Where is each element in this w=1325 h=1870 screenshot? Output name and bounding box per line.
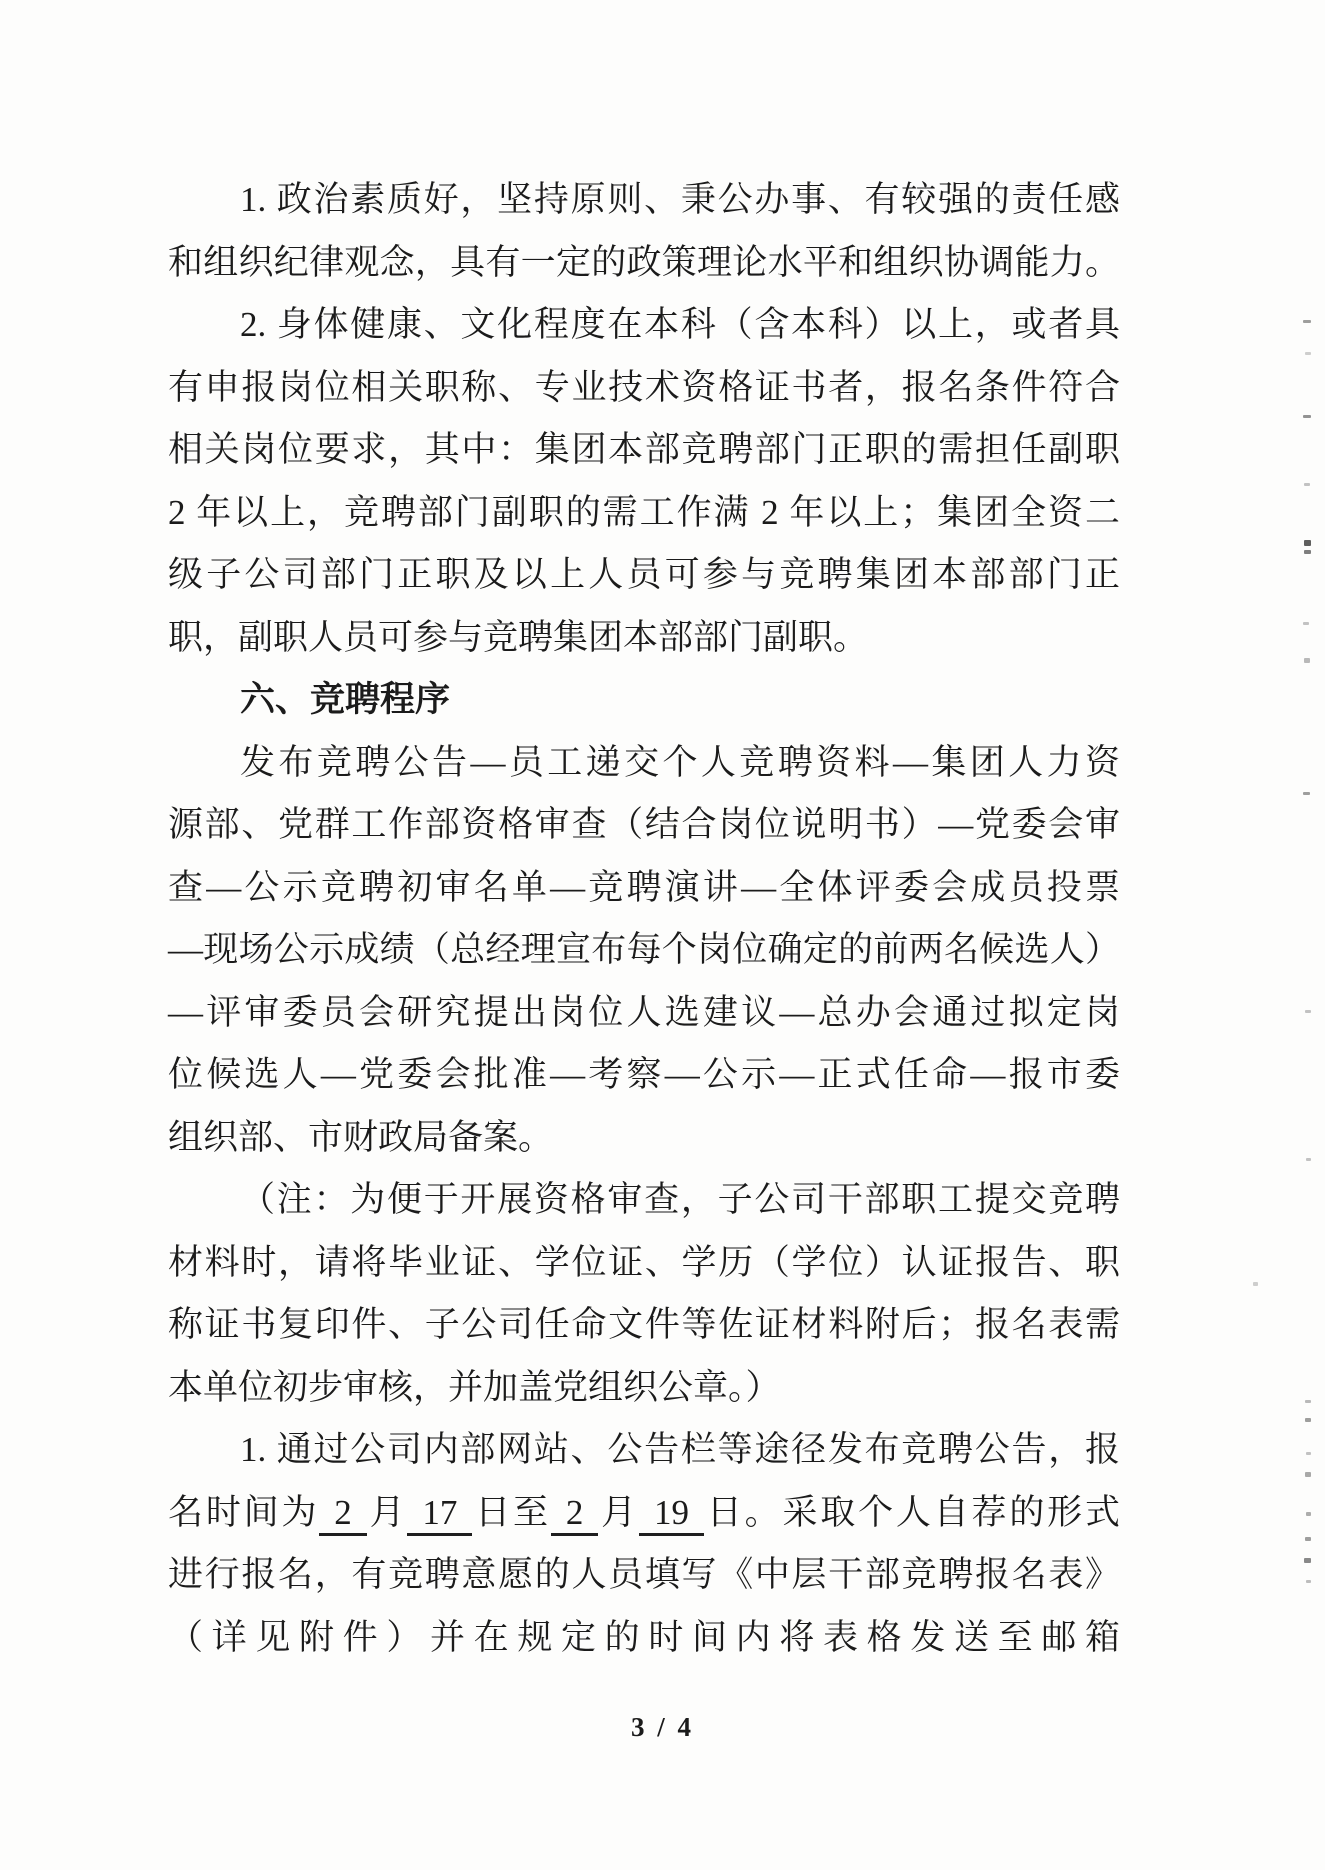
filled-blank: 2 — [319, 1493, 367, 1536]
text-line: 组织部、市财政局备案。 — [168, 1117, 554, 1157]
text-line: 职，副职人员可参与竞聘集团本部部门副职。 — [168, 617, 869, 657]
scan-artifact — [1305, 1418, 1311, 1422]
page-number: 3 / 4 — [630, 1712, 694, 1742]
text-line: 位候选人—党委会批准—考察—公示—正式任命—报市委 — [168, 1055, 1120, 1094]
text-line: —现场公示成绩（总经理宣布每个岗位确定的前两名候选人） — [168, 930, 1120, 969]
text-line: 级子公司部门正职及以上人员可参与竞聘集团本部部门正 — [168, 555, 1120, 594]
scan-artifact — [1306, 1452, 1311, 1455]
scan-artifact — [1305, 1400, 1311, 1403]
text-run: 名时间为 — [168, 1492, 320, 1532]
scan-artifact — [1305, 1472, 1311, 1477]
scan-artifact — [1304, 658, 1310, 663]
text-line: 发布竞聘公告—员工递交个人竞聘资料—集团人力资 — [240, 742, 1120, 782]
scan-artifact — [1304, 540, 1311, 546]
document-body — [168, 169, 1120, 1669]
scan-artifact — [1305, 352, 1311, 355]
text-line: （注：为便于开展资格审查，子公司干部职工提交竞聘 — [240, 1180, 1120, 1219]
filled-blank: 17 — [407, 1493, 472, 1536]
scan-artifact — [1306, 1512, 1311, 1516]
text-run: 日。采取个人自荐的形式 — [704, 1492, 1120, 1532]
scan-artifact — [1303, 792, 1310, 795]
section-heading: 六、竞聘程序 — [240, 680, 451, 719]
text-line: 和组织纪律观念，具有一定的政策理论水平和组织协调能力。 — [168, 242, 1120, 282]
scan-artifact — [1305, 1537, 1311, 1541]
text-line: 相关岗位要求，其中：集团本部竞聘部门正职的需担任副职 — [168, 430, 1120, 469]
text-line: —评审委员会研究提出岗位人选建议—总办会通过拟定岗 — [168, 992, 1120, 1032]
text-line: 有申报岗位相关职称、专业技术资格证书者，报名条件符合 — [168, 367, 1120, 407]
scan-artifact — [1253, 1282, 1258, 1286]
text-line: 源部、党群工作部资格审查（结合岗位说明书）—党委会审 — [168, 805, 1120, 844]
scan-artifact — [1306, 1580, 1311, 1583]
text-line: 查—公示竞聘初审名单—竞聘演讲—全体评委会成员投票 — [168, 867, 1120, 907]
text-line: 1. 通过公司内部网站、公告栏等途径发布竞聘公告，报 — [240, 1430, 1120, 1469]
filled-blank: 2 — [551, 1493, 599, 1536]
text-run: 日至 — [472, 1492, 551, 1532]
scan-artifact — [1304, 483, 1310, 486]
scan-artifact — [1303, 622, 1309, 625]
scan-artifact — [1306, 1158, 1311, 1161]
filled-blank: 19 — [639, 1493, 704, 1536]
text-line: 材料时，请将毕业证、学位证、学历（学位）认证报告、职 — [168, 1242, 1120, 1282]
text-run: 月 — [598, 1492, 639, 1532]
text-line: 称证书复印件、子公司任命文件等佐证材料附后；报名表需 — [168, 1305, 1120, 1344]
scan-artifact — [1304, 1558, 1311, 1563]
text-line: 1. 政治素质好，坚持原则、秉公办事、有较强的责任感 — [240, 180, 1120, 219]
date-line — [168, 1482, 1120, 1545]
scan-artifact — [1303, 320, 1311, 323]
text-line: 进行报名，有竞聘意愿的人员填写《中层干部竞聘报名表》 — [168, 1555, 1120, 1594]
text-line: 本单位初步审核，并加盖党组织公章。） — [168, 1367, 781, 1407]
scan-artifact — [1303, 415, 1311, 418]
scan-artifact — [1304, 550, 1311, 554]
text-run: 月 — [366, 1492, 408, 1532]
text-line: 2 年以上，竞聘部门副职的需工作满 2 年以上；集团全资二 — [168, 492, 1120, 532]
spaced-line: （详见附件）并在规定的时间内将表格发送至邮箱 — [168, 1617, 1120, 1657]
text-line: 2. 身体健康、文化程度在本科（含本科）以上，或者具 — [240, 305, 1120, 344]
scan-artifact — [1305, 1010, 1311, 1013]
